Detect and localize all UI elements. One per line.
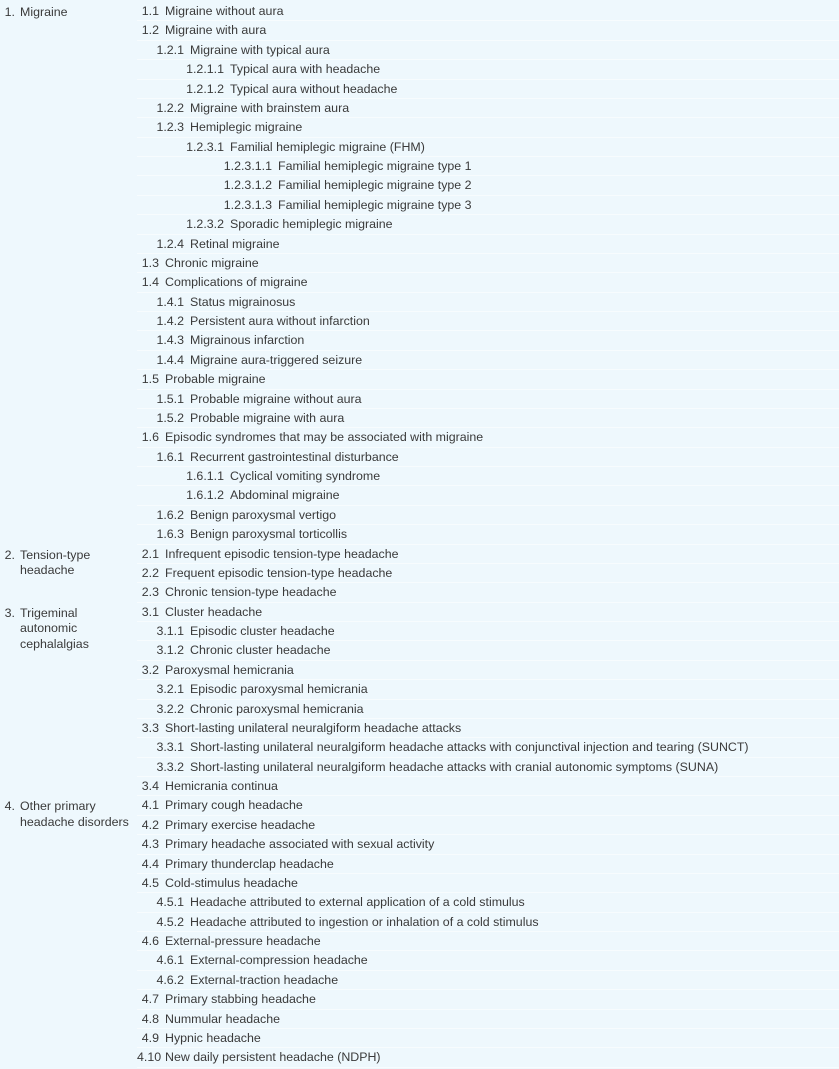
subtype-code: 1.4 [141, 275, 159, 290]
subtype-label: Migraine with aura [165, 23, 267, 38]
subtype-code: 1.2.3.1.2 [223, 178, 272, 193]
table-row [137, 351, 839, 370]
subtype-label: Primary exercise headache [165, 817, 316, 832]
subtype-label: Sporadic hemiplegic migraine [230, 217, 393, 232]
category-number: 2. [4, 547, 15, 562]
subtype-label: Chronic tension-type headache [165, 585, 337, 600]
subtype-label: Infrequent episodic tension-type headache [165, 546, 399, 561]
subtype-label: Familial hemiplegic migraine (FHM) [230, 139, 425, 154]
subtype-code: 1.6 [141, 430, 159, 445]
table-row [137, 293, 839, 312]
subtype-code: 1.2.1.1 [186, 62, 224, 77]
subtype-code: 4.9 [141, 1030, 159, 1045]
subtype-label: Typical aura without headache [230, 81, 398, 96]
subtype-list [137, 796, 839, 1067]
table-row [137, 855, 839, 874]
subtype-code: 3.2 [141, 662, 159, 677]
subtype-label: Headache attributed to external application of a cold stimulus [190, 895, 525, 910]
subtype-code: 1.6.2 [156, 507, 184, 522]
subtype-code: 1.6.3 [156, 527, 184, 542]
subtype-code: 1.4.1 [156, 294, 184, 309]
subtype-label: Frequent episodic tension-type headache [165, 565, 393, 580]
table-row [137, 138, 839, 157]
table-row [137, 448, 839, 467]
table-row [137, 990, 839, 1009]
subtype-code: 1.2.1 [156, 42, 184, 57]
subtype-code: 2.3 [141, 585, 159, 600]
subtype-code: 1.2.1.2 [186, 81, 224, 96]
subtype-label: External-compression headache [190, 953, 368, 968]
table-row [137, 796, 839, 815]
subtype-label: Primary stabbing headache [165, 992, 316, 1007]
table-row [137, 21, 839, 40]
table-row [137, 545, 839, 564]
subtype-code: 1.2.3.1.3 [223, 197, 272, 212]
subtype-label: Familial hemiplegic migraine type 1 [278, 159, 472, 173]
subtype-code: 1.4.2 [156, 314, 184, 328]
table-row [137, 971, 839, 990]
table-row [137, 738, 839, 757]
subtype-code: 3.2.1 [156, 682, 184, 697]
table-row [137, 874, 839, 893]
subtype-code: 4.5.2 [156, 914, 184, 929]
table-row [137, 525, 839, 544]
subtype-label: Cluster headache [165, 604, 263, 619]
subtype-label: Short-lasting unilateral neuralgiform headache attacks with cranial autonomic symptoms (SUNA) [190, 759, 719, 774]
subtype-code: 1.5.1 [156, 391, 184, 406]
subtype-code: 1.2.4 [156, 236, 184, 251]
subtype-label: External-traction headache [190, 972, 339, 987]
table-row [137, 409, 839, 428]
subtype-label: Hemiplegic migraine [190, 120, 303, 135]
table-row [137, 1048, 839, 1067]
table-row [137, 176, 839, 195]
table-row [137, 913, 839, 932]
table-row [137, 467, 839, 486]
subtype-code: 4.4 [141, 856, 159, 871]
subtype-label: Benign paroxysmal torticollis [190, 527, 348, 542]
category-cell [0, 2, 140, 21]
category-number: 4. [4, 799, 15, 814]
subtype-code: 2.2 [141, 565, 159, 580]
table-row [137, 157, 839, 176]
subtype-code: 1.2.3.1 [186, 139, 224, 154]
subtype-label: Complications of migraine [165, 275, 308, 290]
subtype-code: 1.4.4 [156, 352, 184, 367]
subtype-label: New daily persistent headache (NDPH) [165, 1050, 381, 1065]
subtype-label: Recurrent gastrointestinal disturbance [190, 449, 399, 464]
subtype-code: 4.5 [141, 875, 159, 890]
subtype-code: 4.6 [141, 934, 159, 948]
subtype-label: Primary thunderclap headache [165, 856, 334, 871]
subtype-label: Short-lasting unilateral neuralgiform headache attacks [165, 720, 462, 735]
subtype-label: Benign paroxysmal vertigo [190, 507, 337, 522]
subtype-code: 4.1 [141, 798, 159, 813]
table-row [137, 583, 839, 602]
subtype-label: Chronic paroxysmal hemicrania [190, 701, 364, 716]
subtype-code: 1.6.1.1 [186, 469, 224, 483]
subtype-code: 4.8 [141, 1011, 159, 1026]
subtype-label: Headache attributed to ingestion or inhalation of a cold stimulus [190, 914, 539, 929]
table-row [137, 564, 839, 583]
table-row [137, 331, 839, 350]
table-row [137, 661, 839, 680]
subtype-label: Persistent aura without infarction [190, 314, 370, 328]
subtype-code: 3.3.2 [156, 759, 184, 774]
subtype-list [137, 2, 839, 545]
subtype-label: Abdominal migraine [230, 488, 340, 503]
table-row [137, 60, 839, 79]
subtype-label: External-pressure headache [165, 934, 321, 948]
subtype-code: 2.1 [141, 546, 159, 561]
subtype-code: 3.3 [141, 720, 159, 735]
table-row [137, 99, 839, 118]
subtype-label: Episodic syndromes that may be associated with migraine [165, 430, 484, 445]
category-number: 1. [4, 5, 15, 19]
table-row [137, 370, 839, 389]
category-name: Other primary headache disorders [20, 799, 129, 829]
subtype-label: Probable migraine without aura [190, 391, 362, 406]
subtype-label: Migraine aura-triggered seizure [190, 352, 363, 367]
subtype-code: 4.6.2 [156, 972, 184, 987]
subtype-label: Status migrainosus [190, 294, 296, 309]
subtype-label: Migraine without aura [165, 4, 284, 18]
subtype-code: 1.5 [141, 372, 159, 387]
subtype-code: 1.2.2 [156, 100, 184, 115]
subtype-code: 1.2.3 [156, 120, 184, 135]
table-row [137, 235, 839, 254]
subtype-label: Typical aura with headache [230, 62, 381, 77]
subtype-label: Hypnic headache [165, 1030, 261, 1045]
subtype-label: Primary cough headache [165, 798, 303, 813]
group-other-primary-headache-disorders [0, 796, 839, 1067]
subtype-label: Episodic cluster headache [190, 624, 335, 638]
table-row [137, 273, 839, 292]
group-tension-type-headache [0, 545, 839, 603]
table-row [137, 700, 839, 719]
subtype-label: Nummular headache [165, 1011, 281, 1026]
subtype-code: 4.6.1 [156, 953, 184, 968]
subtype-label: Cyclical vomiting syndrome [230, 469, 381, 483]
table-row [137, 215, 839, 234]
subtype-code: 1.4.3 [156, 333, 184, 348]
table-row [137, 680, 839, 699]
subtype-code: 4.2 [141, 817, 159, 832]
category-cell [0, 545, 140, 579]
table-row [137, 1029, 839, 1048]
headache-classification-table [0, 2, 839, 1068]
table-row [137, 2, 839, 21]
subtype-code: 3.2.2 [156, 701, 184, 716]
table-row [137, 951, 839, 970]
table-row [137, 777, 839, 796]
table-row [137, 816, 839, 835]
table-row [137, 80, 839, 99]
table-row [137, 41, 839, 60]
subtype-code: 4.10 [137, 1050, 162, 1065]
subtype-label: Migraine with brainstem aura [190, 100, 350, 115]
subtype-label: Probable migraine with aura [190, 410, 345, 425]
table-row [137, 932, 839, 951]
subtype-label: Migraine with typical aura [190, 42, 330, 57]
category-name: Trigeminal autonomic cephalalgias [20, 605, 89, 651]
table-row [137, 719, 839, 738]
subtype-label: Familial hemiplegic migraine type 2 [278, 178, 472, 193]
subtype-code: 1.6.1.2 [186, 488, 224, 503]
table-row [137, 506, 839, 525]
table-row [137, 758, 839, 777]
category-cell [0, 603, 140, 653]
subtype-code: 1.2.3.2 [186, 217, 224, 232]
subtype-code: 3.1 [141, 604, 159, 619]
subtype-code: 3.1.1 [156, 624, 184, 638]
category-name: Migraine [20, 5, 68, 19]
category-number: 3. [4, 605, 15, 620]
subtype-code: 3.3.1 [156, 740, 184, 755]
table-row [137, 312, 839, 331]
subtype-code: 1.6.1 [156, 449, 184, 464]
subtype-code: 1.3 [141, 255, 159, 270]
table-row [137, 254, 839, 273]
table-row [137, 1010, 839, 1029]
subtype-list [137, 603, 839, 797]
table-row [137, 486, 839, 505]
subtype-code: 3.4 [141, 779, 159, 793]
table-row [137, 893, 839, 912]
subtype-label: Short-lasting unilateral neuralgiform headache attacks with conjunctival injection and tearing (SUNCT) [190, 740, 749, 755]
table-row [137, 622, 839, 641]
subtype-code: 4.3 [141, 837, 159, 852]
subtype-label: Familial hemiplegic migraine type 3 [278, 197, 472, 212]
table-row [137, 603, 839, 622]
subtype-code: 1.2 [141, 23, 159, 38]
table-row [137, 196, 839, 215]
category-cell [0, 796, 140, 830]
subtype-label: Retinal migraine [190, 236, 280, 251]
table-row [137, 641, 839, 660]
table-row [137, 118, 839, 137]
category-name: Tension-type headache [20, 547, 91, 577]
group-trigeminal-autonomic-cephalalgias [0, 603, 839, 797]
subtype-label: Hemicrania continua [165, 779, 278, 793]
subtype-label: Probable migraine [165, 372, 266, 387]
table-row [137, 835, 839, 854]
subtype-code: 3.1.2 [156, 643, 184, 658]
subtype-label: Paroxysmal hemicrania [165, 662, 294, 677]
subtype-code: 1.2.3.1.1 [223, 159, 272, 173]
subtype-label: Episodic paroxysmal hemicrania [190, 682, 368, 697]
subtype-label: Chronic migraine [165, 255, 259, 270]
table-row [137, 428, 839, 447]
subtype-label: Cold-stimulus headache [165, 875, 298, 890]
table-row [137, 390, 839, 409]
subtype-list [137, 545, 839, 603]
group-migraine [0, 2, 839, 545]
subtype-label: Migrainous infarction [190, 333, 305, 348]
subtype-label: Chronic cluster headache [190, 643, 331, 658]
subtype-code: 1.1 [141, 4, 159, 18]
subtype-label: Primary headache associated with sexual activity [165, 837, 435, 852]
subtype-code: 1.5.2 [156, 410, 184, 425]
subtype-code: 4.7 [141, 992, 159, 1007]
subtype-code: 4.5.1 [156, 895, 184, 910]
